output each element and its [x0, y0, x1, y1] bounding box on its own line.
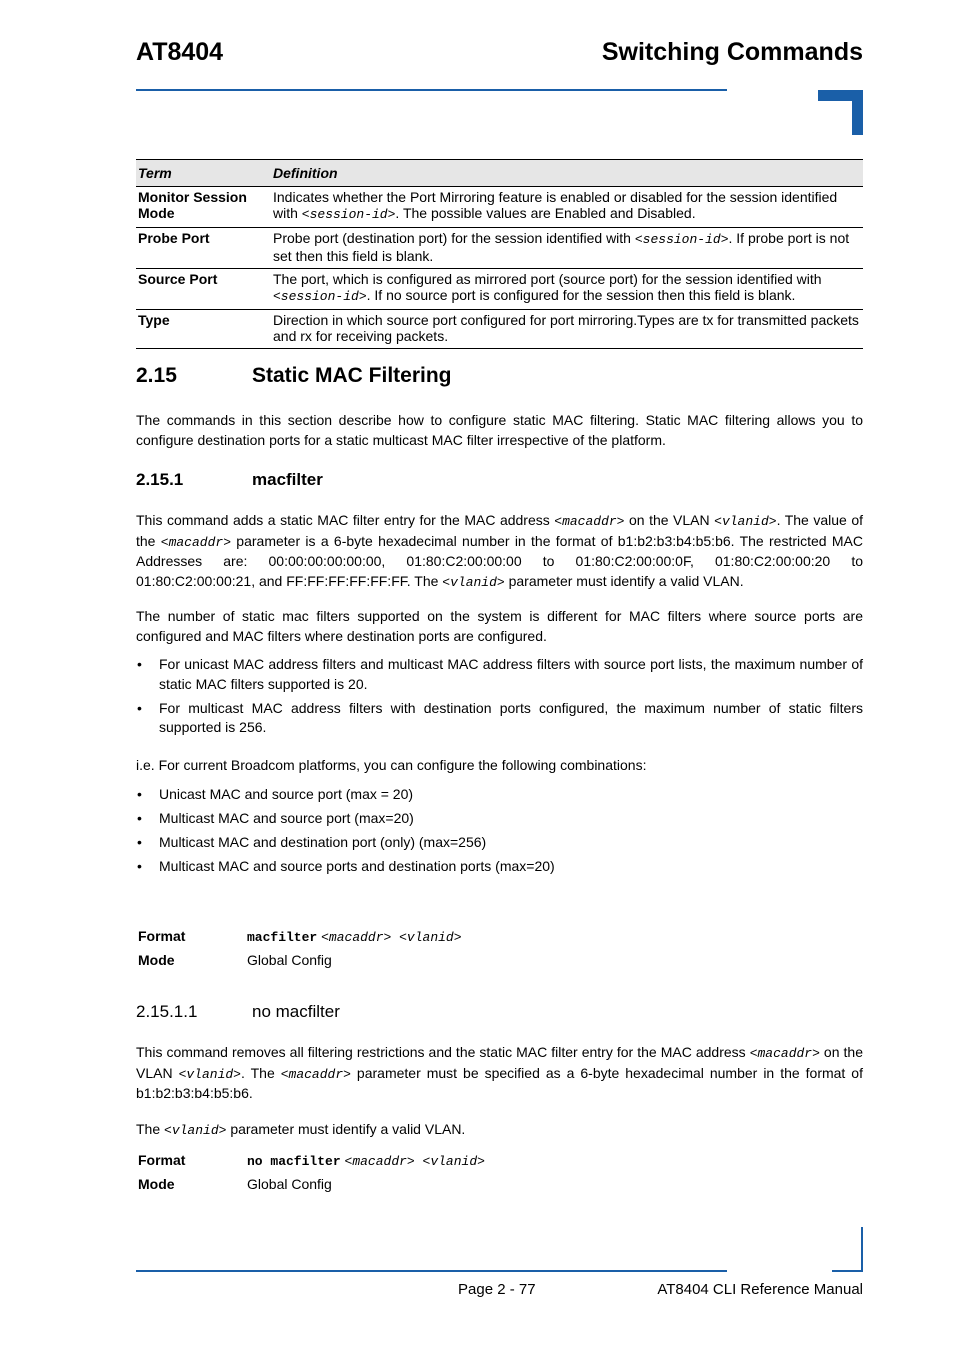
list-item: • For multicast MAC address filters with destination ports configured, the maximum number of static filters supported is 256.: [136, 699, 863, 738]
command-syntax: macfilter: [247, 930, 318, 945]
param-session-id: <session-id>: [273, 289, 367, 304]
header-chapter: Switching Commands: [601, 38, 863, 66]
subsection-heading: 2.15.1 macfilter: [136, 470, 323, 489]
filter-limits-list: [136, 655, 863, 742]
table-header-row: [136, 160, 863, 187]
definition-cell: Probe port (destination port) for the session identified with <session-id>. If probe port is not set then this field is blank.: [271, 228, 863, 269]
term-cell: Source Port: [136, 269, 271, 310]
list-item: • For unicast MAC address filters and multicast MAC address filters with source port lists, the maximum number of static MAC filters supported is 20.: [136, 655, 863, 694]
command-syntax: no macfilter: [247, 1154, 341, 1169]
column-header-term: Term: [136, 160, 271, 187]
param-session-id: <session-id>: [301, 207, 396, 222]
combinations-intro: i.e. For current Broadcom platforms, you can configure the following combinations:: [136, 757, 647, 773]
list-item: • Unicast MAC and source port (max = 20): [136, 785, 863, 805]
format-row: Format no macfilter <macaddr> <vlanid>: [138, 1152, 485, 1169]
mode-row: Mode Global Config: [138, 1176, 332, 1192]
definition-table: [136, 159, 863, 349]
term-cell: Type: [136, 310, 271, 349]
header-rule: [136, 89, 727, 91]
column-header-definition: Definition: [271, 160, 863, 187]
param-session-id: <session-id>: [634, 232, 729, 247]
definition-cell: The port, which is configured as mirrored port (source port) for the session identified with <session-id>. If no source port is configured for the session then this field is blank.: [271, 269, 863, 310]
macfilter-description: This command adds a static MAC filter entry for the MAC address <macaddr> on the VLAN <vlanid>. The value of the <macaddr> parameter is a 6-byte hexadecimal number in the format of b1:b2:b3:b4:b5:b6. The restricted MAC Addresses are: 00:00:00:00:00:00, 01:80:C2:00:00:00 to 01:80:C2:00:00:0F, 01:80:C2:00:00:20 to 01:80:C2:00:00:21, and FF:FF:FF:FF:FF:FF. The <vlanid> parameter must identify a valid VLAN.: [136, 512, 864, 590]
page-number: Page 2 - 77: [458, 1281, 536, 1298]
term-cell: Probe Port: [136, 228, 271, 269]
table-row: [136, 187, 863, 228]
vlan-note: The <vlanid> parameter must identify a valid VLAN.: [136, 1121, 466, 1138]
list-item: • Multicast MAC and destination port (only) (max=256): [136, 833, 863, 853]
list-item: • Multicast MAC and source ports and destination ports (max=20): [136, 857, 863, 877]
subsubsection-heading: 2.15.1.1 no macfilter: [136, 1002, 340, 1021]
table-row: [136, 269, 863, 310]
table-row: [136, 310, 863, 349]
section-intro: The commands in this section describe how to configure static MAC filtering. Static MAC filtering allows you to configure destination ports for a static multicast MAC filter irrespective of the platform.: [136, 412, 863, 448]
header-product: AT8404: [136, 38, 224, 66]
mode-row: Mode Global Config: [138, 952, 332, 968]
term-cell: Monitor Session Mode: [136, 187, 271, 228]
definition-cell: Direction in which source port configured for port mirroring.Types are tx for transmitted packets and rx for receiving packets.: [271, 310, 863, 349]
format-row: Format macfilter <macaddr> <vlanid>: [138, 928, 462, 945]
list-item: • Multicast MAC and source port (max=20): [136, 809, 863, 829]
section-heading: 2.15 Static MAC Filtering: [136, 364, 452, 387]
no-macfilter-description: This command removes all filtering restrictions and the static MAC filter entry for the MAC address <macaddr> on the VLAN <vlanid>. The <macaddr> parameter must be specified as a 6-byte hexadecimal number in the format of b1:b2:b3:b4:b5:b6.: [136, 1044, 863, 1101]
header-corner-mark: [818, 90, 863, 135]
combinations-list: [136, 785, 863, 881]
manual-title: AT8404 CLI Reference Manual: [657, 1281, 863, 1298]
filter-limits-paragraph: The number of static mac filters supported on the system is different for MAC filters where source ports are configured and MAC filters where destination ports are configured.: [136, 608, 863, 644]
definition-cell: Indicates whether the Port Mirroring feature is enabled or disabled for the session identified with <session-id>. The possible values are Enabled and Disabled.: [271, 187, 863, 228]
table-row: [136, 228, 863, 269]
footer-corner-mark: [852, 1227, 863, 1272]
footer-rule: [136, 1270, 727, 1272]
